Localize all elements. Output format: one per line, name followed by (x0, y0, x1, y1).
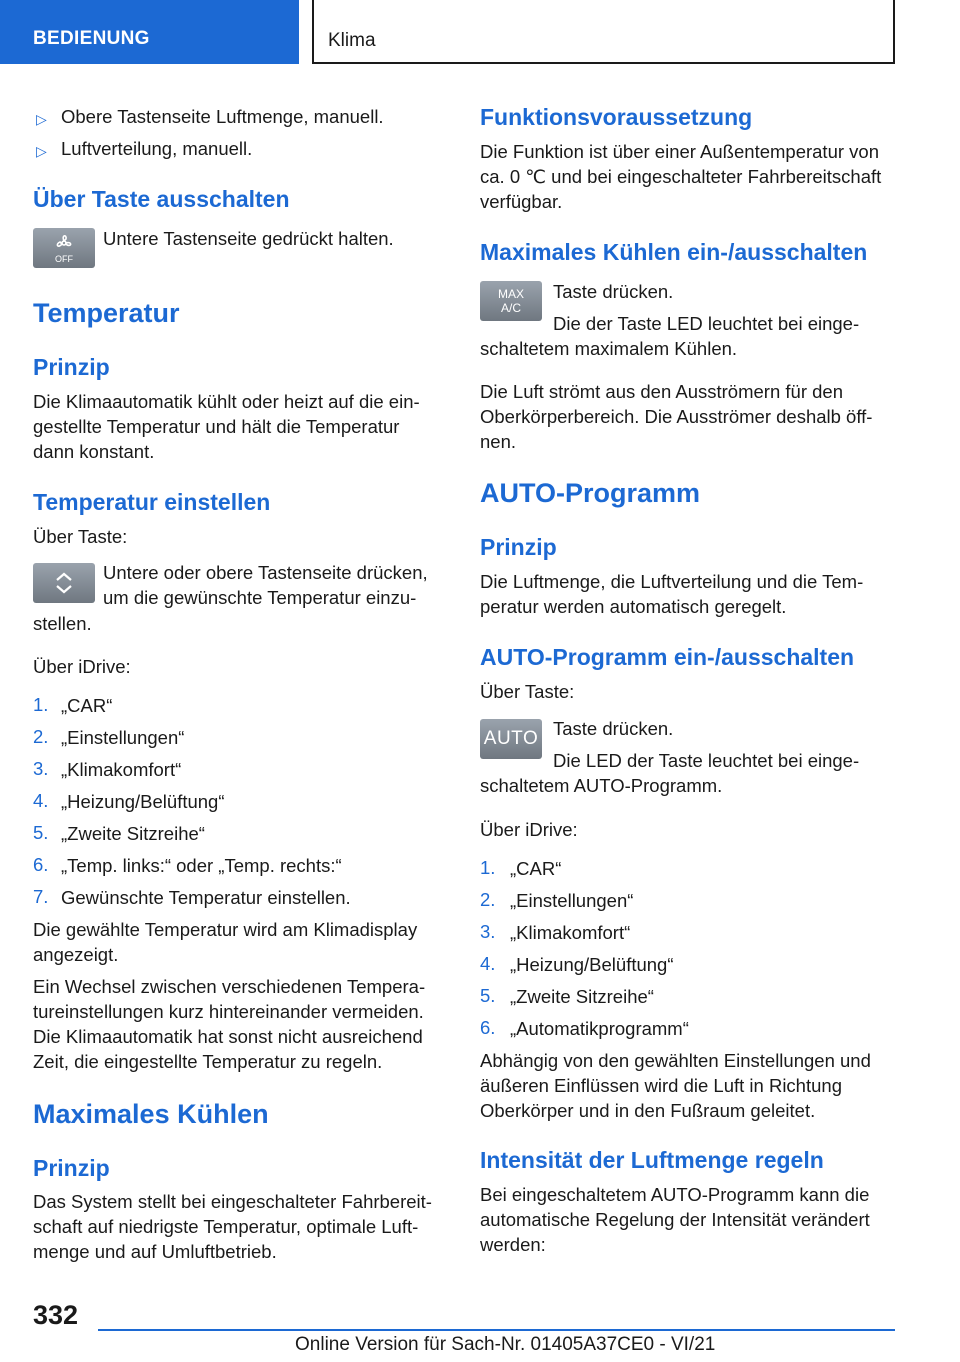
paragraph-line: Untere oder obere Tastenseite drücken, (103, 562, 428, 583)
paragraph-line: Die Luftmenge, die Luftverteilung und die Tem- (480, 571, 864, 592)
step-item: „Einstellungen“ (61, 727, 185, 748)
heading-auto-programm: AUTO-Programm (480, 478, 701, 508)
step-item: „Zweite Sitzreihe“ (61, 823, 205, 844)
ac-label: A/C (500, 301, 522, 315)
step-number: 2. (480, 889, 496, 910)
paragraph-line: Die Klimaautomatik kühlt oder heizt auf die ein- (33, 391, 420, 412)
step-item: „Heizung/Belüftung“ (61, 791, 225, 812)
paragraph-line: Die der Taste LED leuchtet bei einge- (553, 313, 860, 334)
heading-prinzip: Prinzip (480, 534, 557, 560)
temperature-up-down-button-icon (33, 563, 95, 603)
paragraph-line: Oberkörper und in den Fußraum geleitet. (480, 1100, 816, 1121)
paragraph-line: verfügbar. (480, 191, 563, 212)
footer-divider (98, 1329, 895, 1331)
bullet-item: Luftverteilung, manuell. (61, 138, 253, 159)
paragraph-line: Ein Wechsel zwischen verschiedenen Tempera- (33, 976, 426, 997)
heading-maximales-kuehlen-ein-aus: Maximales Kühlen ein-/ausschalten (480, 239, 868, 265)
step-number: 5. (33, 822, 49, 843)
paragraph-line: schaft auf niedrigste Temperatur, optimale Luft- (33, 1216, 419, 1237)
paragraph-line: Die gewählte Temperatur wird am Klimadisplay (33, 919, 418, 940)
text-taste-druecken: Taste drücken. (553, 718, 674, 739)
chapter-tab (312, 0, 895, 64)
chapter-title: Klima (328, 30, 376, 51)
max-label: MAX (497, 287, 525, 301)
text-untere-tastenseite: Untere Tastenseite gedrückt halten. (103, 228, 394, 249)
auto-label: AUTO (483, 728, 539, 749)
paragraph-line: ca. 0 ℃ und bei eingeschalteter Fahrbereitschaft (480, 166, 882, 187)
text-ueber-idrive: Über iDrive: (33, 656, 131, 677)
heading-temperatur-einstellen: Temperatur einstellen (33, 489, 271, 515)
step-number: 6. (33, 854, 49, 875)
text-ueber-idrive: Über iDrive: (480, 819, 578, 840)
paragraph-line: nen. (480, 431, 517, 452)
paragraph-line: angezeigt. (33, 944, 119, 965)
paragraph-line: stellen. (33, 613, 92, 634)
step-number: 1. (480, 857, 496, 878)
step-item: Gewünschte Temperatur einstellen. (61, 887, 351, 908)
paragraph-line: äußeren Einflüssen wird die Luft in Richtung (480, 1075, 842, 1096)
paragraph-line: Bei eingeschaltetem AUTO-Programm kann die (480, 1184, 870, 1205)
paragraph-line: Abhängig von den gewählten Einstellungen und (480, 1050, 871, 1071)
paragraph-line: schaltetem maximalem Kühlen. (480, 338, 738, 359)
footer-version-text: Online Version für Sach-Nr. 01405A37CE0 - VI/21 (295, 1334, 716, 1355)
text-ueber-taste: Über Taste: (33, 526, 128, 547)
paragraph-line: Die Luft strömt aus den Ausströmern für den (480, 381, 843, 402)
step-number: 7. (33, 886, 49, 907)
bullet-triangle-icon: ▷ (36, 111, 47, 127)
paragraph-line: tureinstellungen kurz hintereinander vermeiden. (33, 1001, 424, 1022)
step-number: 4. (480, 953, 496, 974)
paragraph-line: gestellte Temperatur und hält die Temperatur (33, 416, 400, 437)
heading-funktionsvoraussetzung: Funktionsvoraussetzung (480, 104, 753, 130)
step-item: „Klimakomfort“ (61, 759, 182, 780)
fan-off-button-icon (33, 228, 95, 268)
paragraph-line: Das System stellt bei eingeschalteter Fahrbereit- (33, 1191, 432, 1212)
off-label: OFF (55, 254, 73, 264)
step-item: „CAR“ (61, 695, 113, 716)
section-title: BEDIENUNG (33, 28, 150, 49)
bullet-triangle-icon: ▷ (36, 143, 47, 159)
step-number: 4. (33, 790, 49, 811)
step-item: „Automatikprogramm“ (510, 1018, 689, 1039)
heading-ueber-taste-ausschalten: Über Taste ausschalten (33, 186, 290, 212)
step-number: 2. (33, 726, 49, 747)
step-number: 3. (480, 921, 496, 942)
heading-temperatur: Temperatur (33, 298, 180, 328)
paragraph-line: Oberkörperbereich. Die Ausströmer deshalb öff- (480, 406, 873, 427)
step-number: 1. (33, 694, 49, 715)
page-number: 332 (33, 1300, 79, 1330)
heading-intensitaet: Intensität der Luftmenge regeln (480, 1147, 824, 1173)
paragraph-line: werden: (480, 1234, 546, 1255)
auto-button-icon (480, 719, 542, 759)
paragraph-line: Die Klimaautomatik hat sonst nicht ausreichend (33, 1026, 423, 1047)
heading-auto-programm-ein-aus: AUTO-Programm ein-/ausschalten (480, 644, 855, 670)
paragraph-line: Die Funktion ist über einer Außentemperatur von (480, 141, 879, 162)
step-item: „CAR“ (510, 858, 562, 879)
step-item: „Einstellungen“ (510, 890, 634, 911)
step-item: „Zweite Sitzreihe“ (510, 986, 654, 1007)
paragraph-line: dann konstant. (33, 441, 155, 462)
paragraph-line: Zeit, die eingestellte Temperatur zu regeln. (33, 1051, 383, 1072)
text-ueber-taste: Über Taste: (480, 681, 575, 702)
text-taste-druecken: Taste drücken. (553, 281, 674, 302)
heading-prinzip: Prinzip (33, 1155, 110, 1181)
step-item: „Heizung/Belüftung“ (510, 954, 674, 975)
step-number: 5. (480, 985, 496, 1006)
bullet-item: Obere Tastenseite Luftmenge, manuell. (61, 106, 384, 127)
heading-maximales-kuehlen: Maximales Kühlen (33, 1099, 269, 1129)
paragraph-line: um die gewünschte Temperatur einzu- (103, 587, 417, 608)
paragraph-line: schaltetem AUTO-Programm. (480, 775, 723, 796)
paragraph-line: automatische Regelung der Intensität verändert (480, 1209, 870, 1230)
paragraph-line: Die LED der Taste leuchtet bei einge- (553, 750, 860, 771)
heading-prinzip: Prinzip (33, 354, 110, 380)
step-item: „Temp. links:“ oder „Temp. rechts:“ (61, 855, 342, 876)
section-tab (0, 0, 299, 64)
step-number: 6. (480, 1017, 496, 1038)
max-ac-button-icon (480, 281, 542, 321)
paragraph-line: menge und auf Umluftbetrieb. (33, 1241, 277, 1262)
step-item: „Klimakomfort“ (510, 922, 631, 943)
step-number: 3. (33, 758, 49, 779)
paragraph-line: peratur werden automatisch geregelt. (480, 596, 787, 617)
